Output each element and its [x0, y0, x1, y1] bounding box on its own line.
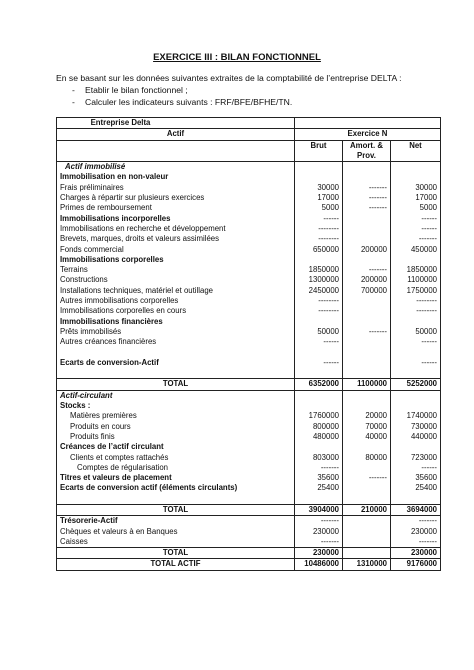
- row-label: [57, 368, 295, 379]
- row-label: TOTAL ACTIF: [57, 559, 295, 570]
- exercise-title: EXERCICE III : BILAN FONCTIONNEL: [153, 52, 321, 63]
- row-label: Caisses: [57, 537, 295, 548]
- cell-net: ------: [391, 463, 441, 473]
- row-label: [57, 494, 295, 505]
- table-body: [57, 162, 441, 571]
- row-label: Installations techniques, matériel et outillage: [57, 286, 295, 296]
- cell-net: 30000: [391, 183, 441, 193]
- row-label: Constructions: [57, 275, 295, 285]
- cell-brut: 2450000: [295, 286, 343, 296]
- cell-amort: [343, 527, 391, 537]
- cell-amort: [343, 224, 391, 234]
- row-label: Produits finis: [57, 432, 295, 442]
- cell-brut: 230000: [295, 548, 343, 559]
- row-label: Trésorerie-Actif: [57, 516, 295, 527]
- cell-amort: 200000: [343, 245, 391, 255]
- row-label: Fonds commercial: [57, 245, 295, 255]
- row-label: Stocks :: [57, 401, 295, 411]
- table-row: [57, 337, 441, 347]
- table-row: [57, 442, 441, 452]
- table-row: [57, 463, 441, 473]
- cell-amort: -------: [343, 473, 391, 483]
- cell-brut: 230000: [295, 527, 343, 537]
- column-header-amort: Amort. & Prov.: [343, 140, 391, 162]
- cell-net: 50000: [391, 327, 441, 337]
- cell-amort: [343, 234, 391, 244]
- row-label: TOTAL: [57, 548, 295, 559]
- cell-net: [391, 348, 441, 358]
- cell-brut: 1300000: [295, 275, 343, 285]
- cell-amort: -------: [343, 203, 391, 213]
- cell-brut: 30000: [295, 183, 343, 193]
- row-label: Matières premières: [57, 411, 295, 421]
- cell-net: 9176000: [391, 559, 441, 570]
- cell-amort: [343, 358, 391, 368]
- table-row: [57, 306, 441, 316]
- cell-amort: 1100000: [343, 379, 391, 390]
- row-label: TOTAL: [57, 504, 295, 515]
- row-label: Immobilisations en recherche et développement: [57, 224, 295, 234]
- row-label: Créances de l’actif circulant: [57, 442, 295, 452]
- row-label: Charges à répartir sur plusieurs exercices: [57, 193, 295, 203]
- cell-net: 5000: [391, 203, 441, 213]
- table-header-row: [57, 118, 441, 129]
- cell-amort: [343, 337, 391, 347]
- cell-brut: 480000: [295, 432, 343, 442]
- row-label: Ecarts de conversion-Actif: [57, 358, 295, 368]
- table-row: [57, 162, 441, 173]
- cell-net: ------: [391, 224, 441, 234]
- cell-amort: -------: [343, 327, 391, 337]
- row-label: Autres immobilisations corporelles: [57, 296, 295, 306]
- cell-net: --------: [391, 296, 441, 306]
- cell-brut: [295, 368, 343, 379]
- cell-amort: [343, 494, 391, 505]
- row-label: Immobilisations incorporelles: [57, 214, 295, 224]
- table-row: [57, 193, 441, 203]
- table-row: [57, 358, 441, 368]
- cell-net: 5252000: [391, 379, 441, 390]
- cell-amort: 20000: [343, 411, 391, 421]
- cell-brut: [295, 494, 343, 505]
- column-header-net: Net: [391, 140, 441, 162]
- cell-brut: [295, 401, 343, 411]
- cell-net: 17000: [391, 193, 441, 203]
- cell-net: 230000: [391, 548, 441, 559]
- table-row: [57, 203, 441, 213]
- table-row: [57, 327, 441, 337]
- cell-amort: [343, 317, 391, 327]
- cell-net: 723000: [391, 453, 441, 463]
- table-row: [57, 379, 441, 390]
- cell-brut: 10486000: [295, 559, 343, 570]
- cell-amort: -------: [343, 265, 391, 275]
- cell-net: 35600: [391, 473, 441, 483]
- cell-net: 1100000: [391, 275, 441, 285]
- table-header-row: [57, 140, 441, 162]
- cell-amort: [343, 306, 391, 316]
- table-row: [57, 390, 441, 401]
- cell-amort: [343, 255, 391, 265]
- cell-amort: 200000: [343, 275, 391, 285]
- table-row: [57, 368, 441, 379]
- table-row: [57, 422, 441, 432]
- table-row: [57, 559, 441, 570]
- table-row: [57, 286, 441, 296]
- row-label: Immobilisations financières: [57, 317, 295, 327]
- column-header-exercice: Exercice N: [295, 129, 441, 140]
- cell-net: 440000: [391, 432, 441, 442]
- cell-net: [391, 494, 441, 505]
- table-header-row: [57, 129, 441, 140]
- cell-amort: [343, 401, 391, 411]
- intro-text: En se basant sur les données suivantes extraites de la comptabilité de l’entreprise DELTA :: [56, 73, 402, 83]
- cell-net: [391, 255, 441, 265]
- row-label: Prêts immobilisés: [57, 327, 295, 337]
- cell-net: ------: [391, 214, 441, 224]
- table-row: [57, 504, 441, 515]
- row-label: Actif immobilisé: [57, 162, 295, 173]
- table-row: [57, 214, 441, 224]
- cell-brut: [295, 162, 343, 173]
- cell-net: [391, 162, 441, 173]
- cell-net: ------: [391, 337, 441, 347]
- cell-amort: 1310000: [343, 559, 391, 570]
- cell-brut: [295, 442, 343, 452]
- cell-brut: 17000: [295, 193, 343, 203]
- row-label: Actif-circulant: [57, 390, 295, 401]
- cell-amort: [343, 537, 391, 548]
- cell-amort: [343, 172, 391, 182]
- cell-amort: [343, 214, 391, 224]
- cell-brut: --------: [295, 224, 343, 234]
- cell-brut: 5000: [295, 203, 343, 213]
- cell-net: [391, 172, 441, 182]
- cell-net: 730000: [391, 422, 441, 432]
- cell-net: [391, 442, 441, 452]
- table-row: [57, 453, 441, 463]
- row-label: Brevets, marques, droits et valeurs assimilées: [57, 234, 295, 244]
- row-label: Immobilisations corporelles en cours: [57, 306, 295, 316]
- cell-net: 230000: [391, 527, 441, 537]
- table-row: [57, 234, 441, 244]
- cell-net: -------: [391, 516, 441, 527]
- cell-brut: [295, 390, 343, 401]
- row-label: Chèques et valeurs à en Banques: [57, 527, 295, 537]
- table-row: [57, 483, 441, 493]
- cell-brut: 650000: [295, 245, 343, 255]
- cell-amort: [343, 296, 391, 306]
- cell-amort: 700000: [343, 286, 391, 296]
- row-label: [57, 348, 295, 358]
- cell-brut: --------: [295, 296, 343, 306]
- table-row: [57, 265, 441, 275]
- cell-net: -------: [391, 537, 441, 548]
- row-label: Immobilisations corporelles: [57, 255, 295, 265]
- table-row: [57, 275, 441, 285]
- cell-net: [391, 317, 441, 327]
- cell-brut: --------: [295, 234, 343, 244]
- cell-brut: [295, 255, 343, 265]
- table-row: [57, 317, 441, 327]
- row-label: Immobilisation en non-valeur: [57, 172, 295, 182]
- row-label: Autres créances financières: [57, 337, 295, 347]
- cell-brut: 35600: [295, 473, 343, 483]
- instruction-text: Calculer les indicateurs suivants : FRF/BFE/BFHE/TN.: [85, 97, 293, 107]
- instruction-item: - Etablir le bilan fonctionnel ;: [72, 85, 188, 95]
- cell-amort: [343, 548, 391, 559]
- cell-brut: 1760000: [295, 411, 343, 421]
- instruction-item: - Calculer les indicateurs suivants : FRF/BFE/BFHE/TN.: [72, 97, 293, 107]
- cell-brut: -------: [295, 516, 343, 527]
- table-row: [57, 432, 441, 442]
- table-row: [57, 255, 441, 265]
- cell-brut: [295, 348, 343, 358]
- cell-amort: [343, 348, 391, 358]
- cell-brut: ------: [295, 337, 343, 347]
- row-label: Titres et valeurs de placement: [57, 473, 295, 483]
- cell-brut: ------: [295, 358, 343, 368]
- cell-brut: 6352000: [295, 379, 343, 390]
- table-row: [57, 172, 441, 182]
- cell-amort: -------: [343, 193, 391, 203]
- cell-net: [391, 368, 441, 379]
- row-label: Frais préliminaires: [57, 183, 295, 193]
- cell-brut: --------: [295, 306, 343, 316]
- cell-brut: 25400: [295, 483, 343, 493]
- cell-brut: ------: [295, 214, 343, 224]
- cell-net: 1740000: [391, 411, 441, 421]
- table-row: [57, 537, 441, 548]
- cell-amort: [343, 516, 391, 527]
- cell-amort: [343, 483, 391, 493]
- cell-brut: [295, 317, 343, 327]
- cell-net: ------: [391, 358, 441, 368]
- cell-brut: 50000: [295, 327, 343, 337]
- cell-amort: [343, 390, 391, 401]
- cell-amort: [343, 442, 391, 452]
- cell-net: [391, 401, 441, 411]
- cell-net: 1850000: [391, 265, 441, 275]
- row-label: Comptes de régularisation: [57, 463, 295, 473]
- cell-brut: 3904000: [295, 504, 343, 515]
- table-row: [57, 183, 441, 193]
- cell-brut: -------: [295, 463, 343, 473]
- table-row: [57, 411, 441, 421]
- column-header-actif: Actif: [57, 129, 295, 140]
- cell-net: 3694000: [391, 504, 441, 515]
- table-row: [57, 224, 441, 234]
- instruction-text: Etablir le bilan fonctionnel ;: [85, 85, 188, 95]
- row-label: Ecarts de conversion actif (éléments circulants): [57, 483, 295, 493]
- table-row: [57, 296, 441, 306]
- cell-amort: 40000: [343, 432, 391, 442]
- table-row: [57, 401, 441, 411]
- cell-brut: 803000: [295, 453, 343, 463]
- row-label: Clients et comptes rattachés: [57, 453, 295, 463]
- cell-brut: 1850000: [295, 265, 343, 275]
- row-label: Primes de remboursement: [57, 203, 295, 213]
- table-row: [57, 245, 441, 255]
- row-label: Terrains: [57, 265, 295, 275]
- row-label: Produits en cours: [57, 422, 295, 432]
- table-row: [57, 527, 441, 537]
- cell-amort: [343, 368, 391, 379]
- cell-net: -------: [391, 234, 441, 244]
- cell-amort: 70000: [343, 422, 391, 432]
- balance-sheet-table: [56, 117, 441, 571]
- cell-net: 25400: [391, 483, 441, 493]
- cell-net: --------: [391, 306, 441, 316]
- cell-amort: 80000: [343, 453, 391, 463]
- cell-brut: -------: [295, 537, 343, 548]
- cell-amort: 210000: [343, 504, 391, 515]
- column-header-brut: Brut: [295, 140, 343, 162]
- cell-brut: 800000: [295, 422, 343, 432]
- cell-net: [391, 390, 441, 401]
- cell-amort: [343, 463, 391, 473]
- table-row: [57, 348, 441, 358]
- cell-amort: [343, 162, 391, 173]
- table-row: [57, 516, 441, 527]
- cell-net: 450000: [391, 245, 441, 255]
- table-row: [57, 473, 441, 483]
- row-label: TOTAL: [57, 379, 295, 390]
- cell-brut: [295, 172, 343, 182]
- cell-net: 1750000: [391, 286, 441, 296]
- company-name: Entreprise Delta: [57, 118, 295, 129]
- table-row: [57, 494, 441, 505]
- table-row: [57, 548, 441, 559]
- cell-amort: -------: [343, 183, 391, 193]
